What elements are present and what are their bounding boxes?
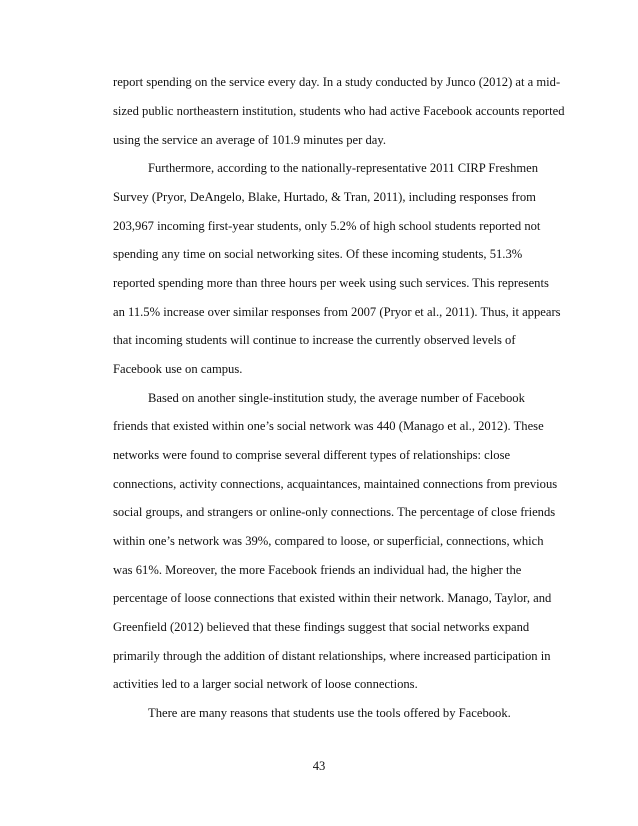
- text-line: Greenfield (2012) believed that these findings suggest that social networks expand: [113, 620, 530, 634]
- text-line: report spending on the service every day. In a study conducted by Junco (2012) at a mid-: [113, 75, 561, 89]
- paragraph-first-line: Based on another single-institution study, the average number of Facebook: [148, 391, 525, 405]
- text-line: friends that existed within one’s social network was 440 (Manago et al., 2012). These: [113, 419, 544, 433]
- text-line: Facebook use on campus.: [113, 362, 243, 376]
- text-line: 203,967 incoming first-year students, only 5.2% of high school students reported not: [113, 219, 541, 233]
- text-line: percentage of loose connections that existed within their network. Manago, Taylor, and: [113, 591, 552, 605]
- paragraph-first-line: There are many reasons that students use the tools offered by Facebook.: [148, 706, 511, 720]
- text-line: using the service an average of 101.9 minutes per day.: [113, 133, 387, 147]
- text-line: networks were found to comprise several different types of relationships: close: [113, 448, 511, 462]
- page-number: 43: [312, 759, 326, 773]
- text-line: primarily through the addition of distant relationships, where increased participation in: [113, 649, 551, 663]
- text-line: connections, activity connections, acquaintances, maintained connections from previous: [113, 477, 558, 491]
- text-line: social groups, and strangers or online-only connections. The percentage of close friends: [113, 505, 556, 519]
- text-line: that incoming students will continue to increase the currently observed levels of: [113, 333, 516, 347]
- text-line: an 11.5% increase over similar responses from 2007 (Pryor et al., 2011). Thus, it appears: [113, 305, 561, 319]
- paragraph-first-line: Furthermore, according to the nationally-representative 2011 CIRP Freshmen: [148, 161, 539, 175]
- text-line: sized public northeastern institution, students who had active Facebook accounts reported: [113, 104, 565, 118]
- text-line: activities led to a larger social network of loose connections.: [113, 677, 418, 691]
- text-line: reported spending more than three hours per week using such services. This represents: [113, 276, 549, 290]
- text-line: Survey (Pryor, DeAngelo, Blake, Hurtado, & Tran, 2011), including responses from: [113, 190, 536, 204]
- text-line: was 61%. Moreover, the more Facebook friends an individual had, the higher the: [113, 563, 522, 577]
- text-line: within one’s network was 39%, compared to loose, or superficial, connections, which: [113, 534, 544, 548]
- text-line: spending any time on social networking sites. Of these incoming students, 51.3%: [113, 247, 523, 261]
